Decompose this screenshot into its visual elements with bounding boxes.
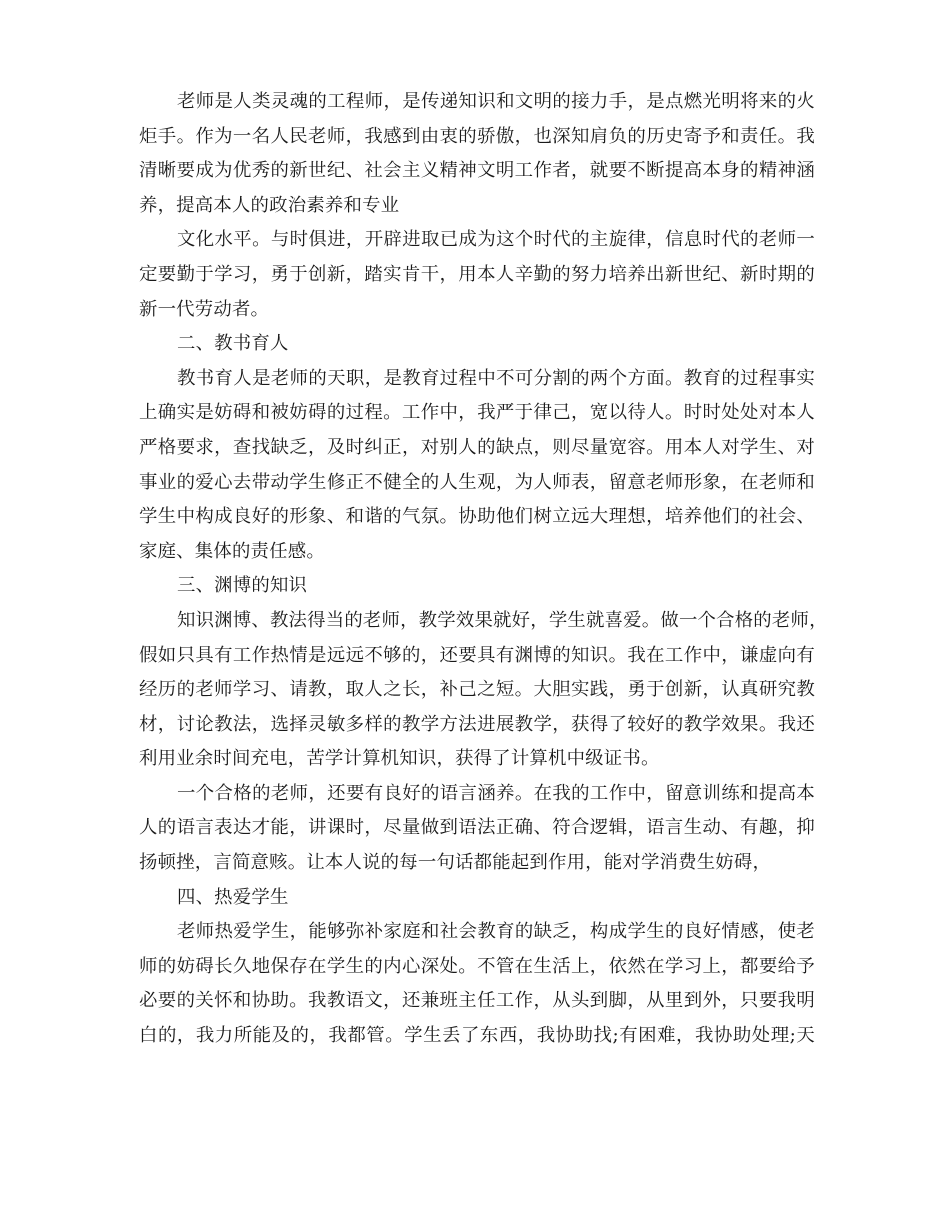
text-line: 扬顿挫，言简意赅。让本人说的每一句话都能起到作用，能对学消费生妨碍， xyxy=(139,852,772,874)
text-line: 经历的老师学习、请教，取人之长，补己之短。大胆实践，勇于创新，认真研究教 xyxy=(139,679,815,701)
text-line: 利用业余时间充电，苦学计算机知识，获得了计算机中级证书。 xyxy=(139,748,660,770)
text-line: 教书育人是老师的天职，是教育过程中不可分割的两个方面。教育的过程事实 xyxy=(177,367,815,389)
text-line: 师的妨碍长久地保存在学生的内心深处。不管在生活上，依然在学习上，都要给予 xyxy=(139,955,815,977)
text-line: 二、教书育人 xyxy=(177,333,289,355)
text-line: 人的语言表达才能，讲课时，尽量做到语法正确、符合逻辑，语言生动、有趣，抑 xyxy=(139,817,815,839)
text-line: 老师是人类灵魂的工程师，是传递知识和文明的接力手，是点燃光明将来的火 xyxy=(177,91,815,112)
text-line: 材，讨论教法，选择灵敏多样的教学方法进展教学，获得了较好的教学效果。我还 xyxy=(139,713,815,735)
text-line: 一个合格的老师，还要有良好的语言涵养。在我的工作中，留意训练和提高本 xyxy=(177,782,815,804)
text-line: 文化水平。与时俱进，开辟进取已成为这个时代的主旋律，信息时代的老师一 xyxy=(177,229,815,251)
text-line: 知识渊博、教法得当的老师，教学效果就好，学生就喜爱。做一个合格的老师， xyxy=(177,609,828,631)
text-line: 假如只具有工作热情是远远不够的，还要具有渊博的知识。我在工作中，谦虚向有 xyxy=(139,644,815,666)
text-line: 老师热爱学生，能够弥补家庭和社会教育的缺乏，构成学生的良好情感，使老 xyxy=(177,921,815,943)
text-line: 养，提高本人的政治素养和专业 xyxy=(139,194,400,216)
text-line: 上确实是妨碍和被妨碍的过程。工作中，我严于律己，宽以待人。时时处处对本人 xyxy=(139,402,815,424)
text-line: 定要勤于学习，勇于创新，踏实肯干，用本人辛勤的努力培养出新世纪、新时期的 xyxy=(139,263,815,285)
text-line: 炬手。作为一名人民老师，我感到由衷的骄傲，也深知肩负的历史寄予和责任。我 xyxy=(139,125,815,147)
text-line: 清晰要成为优秀的新世纪、社会主义精神文明工作者，就要不断提高本身的精神涵 xyxy=(139,160,815,182)
text-line: 必要的关怀和协助。我教语文，还兼班主任工作，从头到脚，从里到外，只要我明 xyxy=(139,990,815,1012)
text-line: 四、热爱学生 xyxy=(177,886,289,908)
text-line: 三、渊博的知识 xyxy=(177,575,308,597)
text-line: 家庭、集体的责任感。 xyxy=(139,540,325,562)
text-line: 白的，我力所能及的，我都管。学生丢了东西，我协助找;有困难，我协助处理;天 xyxy=(139,1025,815,1047)
text-line: 新一代劳动者。 xyxy=(139,298,270,320)
text-line: 严格要求，查找缺乏，及时纠正，对别人的缺点，则尽量宽容。用本人对学生、对 xyxy=(139,436,815,458)
text-line: 事业的爱心去带动学生修正不健全的人生观，为人师表，留意老师形象，在老师和 xyxy=(139,471,815,493)
text-line: 学生中构成良好的形象、和谐的气氛。协助他们树立远大理想，培养他们的社会、 xyxy=(139,506,815,528)
document-body xyxy=(139,85,828,1054)
